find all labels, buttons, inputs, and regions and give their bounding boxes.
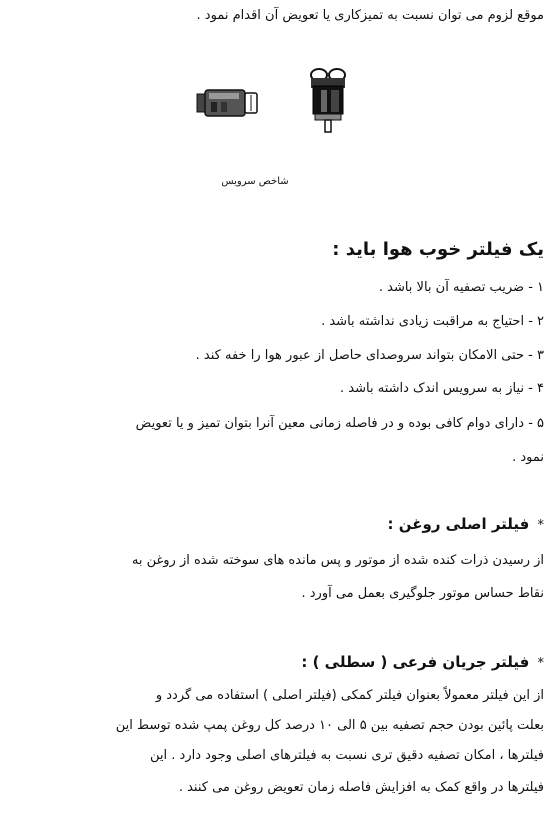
section1-item: ۱ - ضریب تصفیه آن بالا باشد . (378, 280, 544, 295)
section2-line: نقاط حساس موتور جلوگیری بعمل می آورد . (301, 586, 544, 601)
section2-heading (12, 514, 544, 536)
section3-heading (12, 652, 544, 674)
section1-item: ۴ - نیاز به سرویس اندک داشته باشد . (340, 381, 544, 396)
section3-line: بعلت پائین بودن حجم تصفیه بین ۵ الی ۱۰ درصد کل روغن پمپ شده توسط این (115, 718, 544, 733)
section1-item-continued: نمود . (512, 450, 544, 465)
section3-line: فیلترها ، امکان تصفیه دقیق تری نسبت به فیلترهای اصلی وجود دارد . این (150, 748, 544, 763)
section1-item: ۲ - احتیاج به مراقبت زیادی نداشته باشد . (321, 314, 544, 329)
section2-line: از رسیدن ذرات کنده شده از موتور و پس مانده های سوخته شده از روغن به (131, 553, 544, 568)
intro-line: موقع لزوم می توان نسبت به تمیزکاری یا تعویض آن اقدام نمود . (196, 8, 544, 23)
figure-caption: شاخص سرویس (221, 176, 289, 187)
section3-title: فیلتر جریان فرعی ( سطلی ) : (301, 653, 530, 671)
section2-title: فیلتر اصلی روغن : (387, 515, 530, 533)
section3-line: از این فیلتر معمولاً بعنوان فیلتر کمکی (فیلتر اصلی ) استفاده می گردد و (155, 688, 544, 703)
section1-item: ۳ - حتی الامکان بتواند سروصدای حاصل از عبور هوا را خفه کند . (195, 348, 544, 363)
section1-item: ۵ - دارای دوام کافی بوده و در فاصله زمانی معین آنرا بتوان تمیز و یا تعویض (135, 416, 544, 431)
service-indicator-vertical-image (305, 66, 351, 134)
section1-title: یک فیلتر خوب هوا باید : (332, 239, 544, 260)
service-indicator-horizontal-image (193, 84, 263, 122)
asterisk-icon: * (537, 518, 544, 533)
section3-line: فیلترها در واقع کمک به افزایش فاصله زمان تعویض روغن می کنند . (178, 780, 544, 795)
asterisk-icon: * (537, 656, 544, 671)
